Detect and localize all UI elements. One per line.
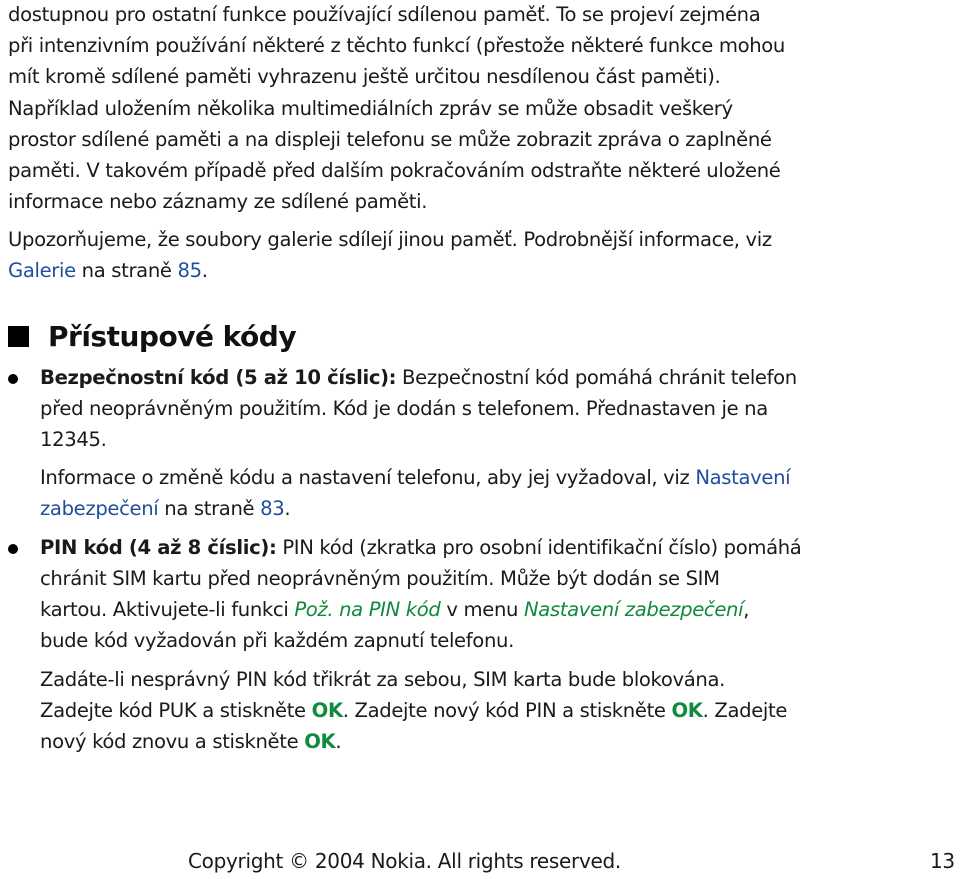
bullet-icon (8, 374, 18, 384)
page-number: 13 (930, 849, 955, 873)
heading-square-icon (8, 326, 29, 347)
ok-key: OK (671, 699, 703, 722)
section-heading (8, 316, 296, 356)
gallery-page-link[interactable]: 85 (177, 259, 202, 282)
pin-block-line-3: nový kód znovu a stiskněte OK. (40, 730, 342, 753)
section-title: Přístupové kódy (48, 319, 297, 353)
pin-code-line-1: PIN kód (4 až 8 číslic): PIN kód (zkratka pro osobní identifikační číslo) pomáhá (40, 536, 802, 559)
intro-line-6: paměti. V takovém případě před dalším pokračováním odstraňte některé uložené (8, 159, 781, 182)
security-code-line-3: 12345. (40, 428, 107, 451)
ok-key: OK (304, 730, 336, 753)
security-note-line-1: Informace o změně kódu a nastavení telefonu, aby jej vyžadoval, viz Nastavení (40, 466, 791, 489)
security-settings-menu: Nastavení zabezpečení (523, 598, 744, 621)
pin-block-line-2: Zadejte kód PUK a stiskněte OK. Zadejte nový kód PIN a stiskněte OK. Zadejte (40, 699, 788, 722)
intro-line-3: mít kromě sdílené paměti vyhrazenu ještě určitou nesdílenou část paměti). (8, 65, 721, 88)
bullet-icon (8, 544, 18, 554)
pin-code-line-4: bude kód vyžadován při každém zapnutí telefonu. (40, 629, 514, 652)
security-note-line-2: zabezpečení na straně 83. (40, 497, 291, 520)
security-code-line-2: před neoprávněným použitím. Kód je dodán s telefonem. Přednastaven je na (40, 397, 768, 420)
intro-line-2: při intenzivním používání některé z těchto funkcí (přestože některé funkce mohou (8, 34, 785, 57)
pin-code-line-2: chránit SIM kartu před neoprávněným použitím. Může být dodán se SIM (40, 567, 720, 590)
gallery-note-line-2: Galerie na straně 85. (8, 259, 208, 282)
security-code-line-1: Bezpečnostní kód (5 až 10 číslic): Bezpečnostní kód pomáhá chránit telefon (40, 366, 797, 389)
ok-key: OK (311, 699, 343, 722)
intro-line-1: dostupnou pro ostatní funkce používající sdílenou paměť. To se projeví zejména (8, 3, 761, 26)
copyright-notice: Copyright © 2004 Nokia. All rights reserved. (188, 849, 621, 873)
gallery-link[interactable]: Galerie (8, 259, 76, 282)
settings-link[interactable]: Nastavení (695, 466, 791, 489)
pin-code-line-3: kartou. Aktivujete-li funkci Pož. na PIN kód v menu Nastavení zabezpečení, (40, 598, 750, 621)
intro-line-5: prostor sdílené paměti a na displeji telefonu se může zobrazit zpráva o zaplněné (8, 128, 772, 151)
gallery-note-line-1: Upozorňujeme, že soubory galerie sdílejí jinou paměť. Podrobnější informace, viz (8, 228, 772, 251)
security-page-link[interactable]: 83 (260, 497, 285, 520)
pin-request-option: Pož. na PIN kód (294, 598, 441, 621)
security-link[interactable]: zabezpečení (40, 497, 159, 520)
intro-line-4: Například uložením několika multimediálních zpráv se může obsadit veškerý (8, 97, 733, 120)
pin-code-term: PIN kód (4 až 8 číslic): (40, 536, 277, 559)
security-code-term: Bezpečnostní kód (5 až 10 číslic): (40, 366, 397, 389)
intro-line-7: informace nebo záznamy ze sdílené paměti. (8, 190, 428, 213)
pin-block-line-1: Zadáte-li nesprávný PIN kód třikrát za sebou, SIM karta bude blokována. (40, 668, 726, 691)
